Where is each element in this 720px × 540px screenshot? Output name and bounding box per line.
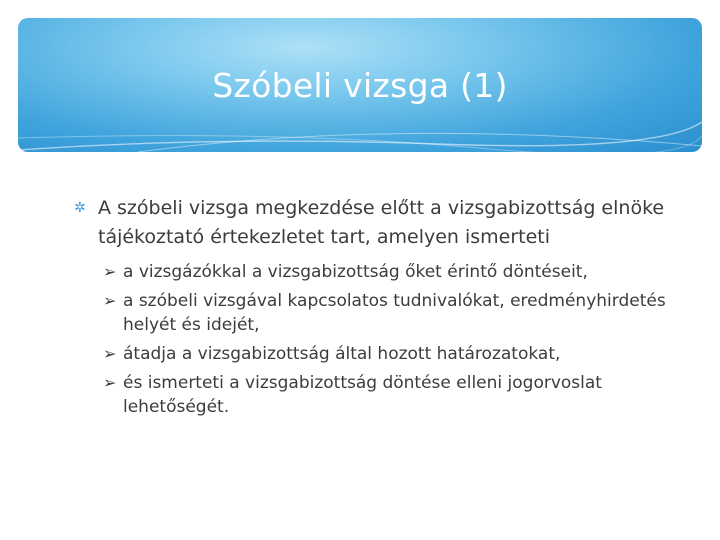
arrow-bullet-icon: ➢ bbox=[103, 373, 117, 392]
arrow-bullet-icon: ➢ bbox=[103, 262, 117, 281]
main-bullet bbox=[74, 194, 674, 252]
list-item bbox=[74, 260, 674, 284]
list-item-text: átadja a vizsgabizottság által hozott határozatokat, bbox=[123, 344, 561, 364]
list-item bbox=[74, 371, 674, 419]
list-item-text: a vizsgázókkal a vizsgabizottság őket érintő döntéseit, bbox=[123, 262, 588, 282]
list-item bbox=[74, 289, 674, 337]
main-bullet-text: A szóbeli vizsga megkezdése előtt a vizsgabizottság elnöke tájékoztató értekezletet tart, amelyen ismerteti bbox=[98, 197, 665, 248]
arrow-bullet-icon: ➢ bbox=[103, 344, 117, 363]
sub-bullet-list bbox=[74, 260, 674, 419]
list-item-text: a szóbeli vizsgával kapcsolatos tudnivalókat, eredményhirdetés helyét és idejét, bbox=[123, 291, 666, 335]
slide-title: Szóbeli vizsga (1) bbox=[212, 66, 508, 105]
slide-content bbox=[74, 194, 674, 424]
title-banner bbox=[18, 18, 702, 152]
asterisk-bullet-icon: ✲ bbox=[74, 200, 86, 216]
list-item-text: és ismerteti a vizsgabizottság döntése elleni jogorvoslat lehetőségét. bbox=[123, 373, 602, 417]
list-item bbox=[74, 342, 674, 366]
arrow-bullet-icon: ➢ bbox=[103, 291, 117, 310]
